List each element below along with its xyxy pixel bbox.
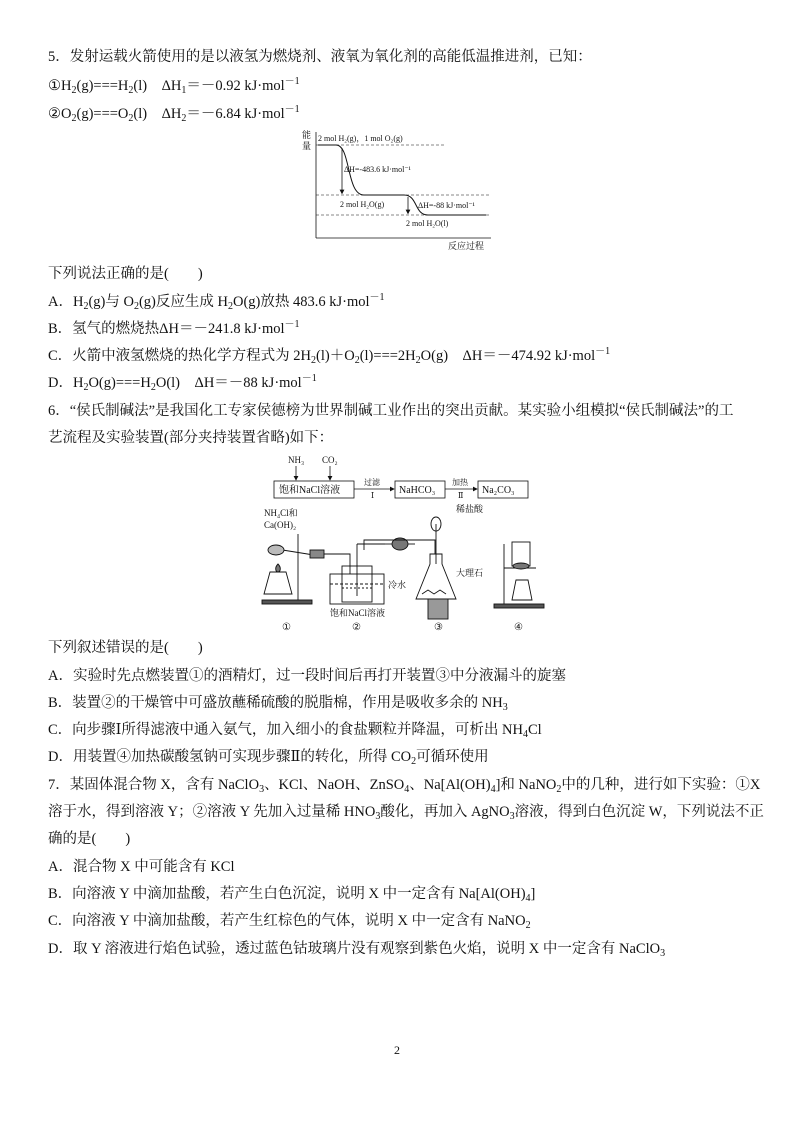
flow-box-nacl-label: 饱和NaCl溶液 <box>279 485 341 496</box>
q6-option-c: C．向步骤Ⅰ所得滤液中通入氨气，加入细小的食盐颗粒并降温，可析出 $NH_4Cl$ <box>48 722 542 740</box>
reagent-caoh2-label: Ca(OH)₂ <box>264 520 297 530</box>
saturated-nacl-label: 饱和NaCl溶液 <box>330 608 385 618</box>
flow-step2-number: Ⅱ <box>458 491 464 500</box>
dilute-hcl-label: 稀盐酸 <box>456 504 484 514</box>
q7-stem-line-1: 7．某固体混合物 X，含有 NaClO$_3$、KCl、NaOH、ZnSO$_4$、$Na[Al(OH)_4]$和 NaNO$_2$中的几种，进行如下实验：①X <box>48 777 761 795</box>
apparatus-2-number: ② <box>352 622 361 633</box>
q7-stem-line-2: 溶于水，得到溶液 Y；②溶液 Y 先加入过量稀 $HNO_3$酸化，再加入 AgNO$_3$溶液，得到白色沉淀 W，下列说法不正 <box>48 804 764 822</box>
y-axis-label-2: 量 <box>302 141 312 151</box>
dh1-label: ΔH=-483.6 kJ·mol⁻¹ <box>344 165 411 174</box>
flow-step1-label: 过滤 <box>364 478 380 487</box>
q6-option-d: D．用装置④加热碳酸氢钠可实现步骤Ⅱ的转化，所得 $CO_2$可循环使用 <box>48 749 489 767</box>
dh2-label: ΔH=-88 kJ·mol⁻¹ <box>418 201 475 210</box>
q6-option-b: B．装置②的干燥管中可盛放蘸稀硫酸的脱脂棉，作用是吸收多余的 $NH_3$ <box>48 695 508 713</box>
mid-level-label: 2 mol H₂O(g) <box>340 200 385 209</box>
flow-input-co2: CO₂ <box>322 455 338 465</box>
flow-step2-label: 加热 <box>452 478 468 487</box>
q7-stem-line-3: 确的是( ) <box>48 831 131 847</box>
apparatus-4-number: ④ <box>514 622 523 633</box>
x-axis-label: 反应过程 <box>448 241 485 251</box>
q6-stem-line-1: 6．“侯氏制碱法”是我国化工专家侯德榜为世界制碱工业作出的突出贡献。某实验小组模拟“侯氏制碱法”的工 <box>48 403 734 419</box>
q5-question: 下列说法正确的是( ) <box>48 266 203 282</box>
flow-step1-number: Ⅰ <box>371 491 375 500</box>
q5-option-b: B．氢气的燃烧热ΔH＝－241.8 kJ·mol$^{-1}$ <box>48 319 300 337</box>
energy-level-diagram <box>296 128 496 252</box>
reagent-nh4cl-label: NH₄Cl和 <box>264 508 298 518</box>
q5-option-a: A．$H_2(g)$与 $O_2(g)$反应生成 $H_2O(g)$放热 483.6 kJ·mol$^{-1}$ <box>48 292 385 312</box>
q6-stem-line-2: 艺流程及实验装置(部分夹持装置省略)如下： <box>48 430 334 446</box>
q5-stem: 5．发射运载火箭使用的是以液氢为燃烧剂、液氧为氧化剂的高能低温推进剂，已知： <box>48 49 592 65</box>
q7-option-d: D．取 Y 溶液进行焰色试验，透过蓝色钴玻璃片没有观察到紫色火焰，说明 X 中一定含有 NaClO$_3$ <box>48 941 666 959</box>
q5-equation-2: $②O_2(g)===O_2(l)$ $\Delta H_2=-6.84$ kJ·mol$^{-1}$ <box>48 104 300 124</box>
y-axis-label-1: 能 <box>302 130 312 140</box>
q6-question: 下列叙述错误的是( ) <box>48 640 203 656</box>
q5-option-c: C．火箭中液氢燃烧的热化学方程式为 $2H_2(l)+O_2(l)===2H_2O(g)$ ΔH＝－474.92 kJ·mol$^{-1}$ <box>48 346 611 366</box>
flow-box-na2co3-label: Na₂CO₃ <box>482 485 515 496</box>
q7-option-b: B．向溶液 Y 中滴加盐酸，若产生白色沉淀，说明 X 中一定含有 $Na[Al(OH)_4]$ <box>48 886 536 904</box>
low-level-label: 2 mol H₂O(l) <box>406 219 449 228</box>
apparatus-1-number: ① <box>282 622 291 633</box>
marble-label: 大理石 <box>456 568 484 578</box>
q7-option-c: C．向溶液 Y 中滴加盐酸，若产生红棕色的气体，说明 X 中一定含有 NaNO$_2$ <box>48 913 531 931</box>
top-level-label: 2 mol H₂(g)，1 mol O₂(g) <box>318 134 403 143</box>
q7-option-a: A．混合物 X 中可能含有 KCl <box>48 859 235 875</box>
experimental-apparatus <box>250 504 556 634</box>
q5-equation-1: $①H_2(g)===H_2(l)$ $\Delta H_1=-0.92$ kJ·mol$^{-1}$ <box>48 76 300 96</box>
page-number: 2 <box>394 1043 400 1057</box>
process-flow-chart <box>272 452 534 500</box>
q5-option-d: D．$H_2O(g)===H_2O(l)$ ΔH＝－88 kJ·mol$^{-1}$ <box>48 373 317 393</box>
flow-box-nahco3-label: NaHCO₃ <box>399 485 436 496</box>
flow-input-nh3: NH₃ <box>288 455 305 465</box>
q6-option-a: A．实验时先点燃装置①的酒精灯，过一段时间后再打开装置③中分液漏斗的旋塞 <box>48 668 566 684</box>
apparatus-3-number: ③ <box>434 622 443 633</box>
cold-water-label: 冷水 <box>388 580 407 590</box>
